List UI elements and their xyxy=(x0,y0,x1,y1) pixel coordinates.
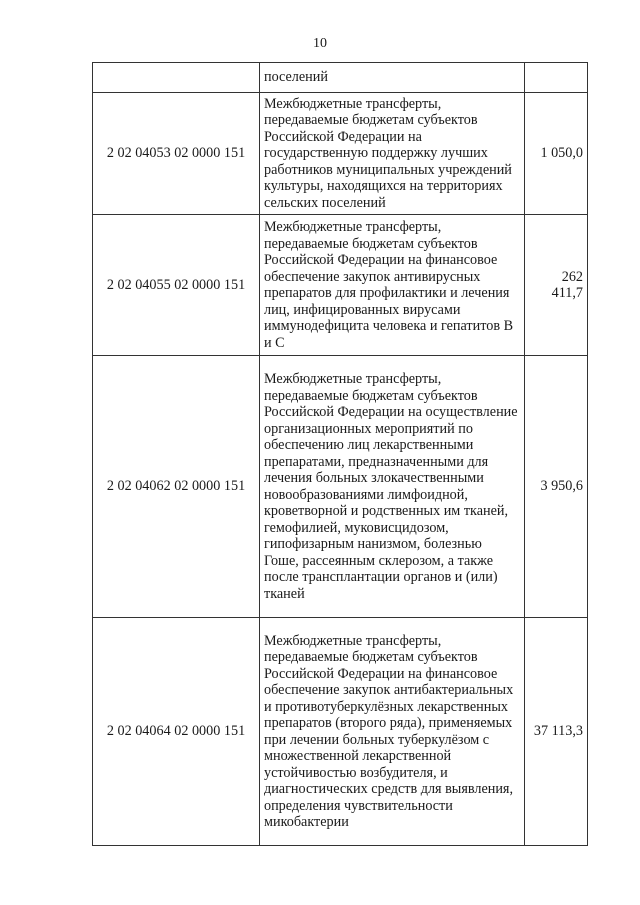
budget-code-cell: 2 02 04062 02 0000 151 xyxy=(93,356,260,618)
description-cell: поселений xyxy=(260,63,525,93)
amount-cell: 1 050,0 xyxy=(525,93,588,215)
table-row xyxy=(93,215,588,356)
description-cell: Межбюджетные трансферты, передаваемые бюджетам субъектов Российской Федерации на финансовое обеспечение закупок антибактериальных и противотуберкулёзных лекарственных препаратов (второго ряда), применяемых при лечении больных туберкулёзом с множественной лекарственной устойчивостью возбудителя, и диагностических средств для выявления, определения чувствительности микобактерии xyxy=(260,618,525,846)
description-cell: Межбюджетные трансферты, передаваемые бюджетам субъектов Российской Федерации на осуществление организационных мероприятий по обеспечению лиц лекарственными препаратами, предназначенными для лечения больных злокачественными новообразованиями лимфоидной, кроветворной и родственных им тканей, гемофилией, муковисцидозом, гипофизарным нанизмом, болезнью Гоше, рассеянным склерозом, а также после трансплантации органов и (или) тканей xyxy=(260,356,525,618)
amount-cell: 37 113,3 xyxy=(525,618,588,846)
amount-cell: 3 950,6 xyxy=(525,356,588,618)
budget-code-cell: 2 02 04055 02 0000 151 xyxy=(93,215,260,356)
description-cell: Межбюджетные трансферты, передаваемые бюджетам субъектов Российской Федерации на государственную поддержку лучших работников муниципальных учреждений культуры, находящихся на территориях сельских поселений xyxy=(260,93,525,215)
amount-cell xyxy=(525,63,588,93)
description-cell: Межбюджетные трансферты, передаваемые бюджетам субъектов Российской Федерации на финансовое обеспечение закупок антивирусных препаратов для профилактики и лечения лиц, инфицированных вирусами иммунодефицита человека и гепатитов В и С xyxy=(260,215,525,356)
table-row xyxy=(93,93,588,215)
budget-code-cell xyxy=(93,63,260,93)
table-row xyxy=(93,63,588,93)
budget-code-cell: 2 02 04053 02 0000 151 xyxy=(93,93,260,215)
table-row xyxy=(93,356,588,618)
budget-table xyxy=(92,62,588,846)
amount-cell: 262 411,7 xyxy=(525,215,588,356)
page-number: 10 xyxy=(313,36,327,51)
table-row xyxy=(93,618,588,846)
budget-code-cell: 2 02 04064 02 0000 151 xyxy=(93,618,260,846)
